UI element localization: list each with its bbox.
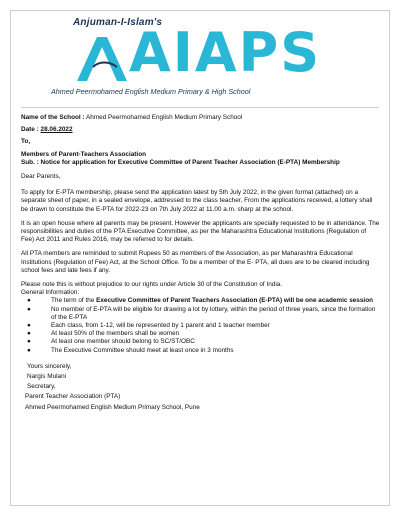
school-label: Name of the School :	[21, 114, 85, 121]
date-value: 28.06.2022	[40, 126, 73, 134]
list-item-text: The term of the	[51, 297, 97, 305]
date-line	[21, 126, 381, 134]
list-item	[21, 306, 381, 322]
list-item-text: Each class, from 1-12, will be represented by 1 parent and 1 teacher member	[51, 322, 270, 330]
logo-school-name: Ahmed Peermohamed English Medium Primary & High School	[51, 87, 251, 96]
bullet-icon: ●	[27, 330, 31, 338]
bullet-icon: ●	[27, 338, 31, 346]
school-line	[21, 114, 381, 122]
recipient-line: Members of Parent-Teachers Association	[21, 150, 147, 158]
signature-block	[21, 363, 381, 412]
date-label: Date :	[21, 126, 39, 134]
letter-body	[21, 114, 381, 414]
bullet-icon: ●	[27, 346, 31, 354]
paragraph-rights: Please note this is without prejudice to our rights under Article 30 of the Constitution of India.	[21, 281, 283, 289]
list-item-text: No member of E-PTA will be eligible for drawing a lot by lottery, within the period of three years, since the formation of the E-PTA	[51, 305, 376, 321]
bullet-icon: ●	[27, 322, 31, 330]
list-item	[21, 297, 381, 305]
subject-line: Sub. : Notice for application for Executive Committee of Parent Teacher Association (E-PTA) Membership	[21, 158, 340, 166]
list-item	[21, 338, 381, 346]
signatory-role: Secretary,	[27, 383, 56, 391]
letterhead	[11, 11, 389, 103]
signatory-school: Ahmed Peermohamed English Medium Primary School, Pune	[25, 403, 200, 411]
signatory-name: Nargis Mulani	[27, 373, 67, 381]
list-item	[21, 347, 381, 355]
list-item	[21, 322, 381, 330]
school-logo-icon	[73, 31, 133, 87]
list-item-text: The Executive Committee should meet at least once in 3 months	[51, 346, 234, 354]
bullet-icon: ●	[27, 297, 31, 305]
general-info-list	[21, 297, 381, 354]
logo-trust-name: Anjuman-I-Islam's	[73, 17, 163, 28]
header-divider	[21, 107, 379, 108]
list-item-text: At least 50% of the members shall be women	[51, 330, 180, 338]
salutation: Dear Parents,	[21, 173, 61, 181]
letter-page	[10, 10, 390, 506]
list-item-bold-text: Executive Committee of Parent Teachers Association (E-PTA) will be one academic session	[96, 297, 374, 305]
list-item	[21, 330, 381, 338]
closing: Yours sincerely,	[27, 362, 72, 370]
general-info-heading: General Information:	[21, 289, 80, 297]
paragraph-application: To apply for E-PTA membership, please send the application latest by 5th July 2022, in the given format (attached) on a separate sheet of paper, in a sealed envelope, addressed to the class teacher. From the applications received, a lottery shall be drawn to constitute the E-PTA for 2022-23 on 7th July 2022 at 11.00 a.m. sharp at the school.	[21, 189, 373, 213]
logo-wordmark: AIAPS	[129, 21, 322, 84]
paragraph-open-house: It is an open house where all parents may be present. However the applicants are specially requested to be in attendance. The responsibilities and duties of the PTA Executive Committee, as per the Maharashtra Educational Institutions (Regulation of Fee) Act 2011 and Rules 2016, may be referred to for details.	[21, 219, 380, 244]
bullet-icon: ●	[27, 305, 31, 313]
to-line: To,	[21, 138, 31, 146]
list-item-text: At least one member should belong to SC/ST/OBC	[51, 338, 195, 346]
paragraph-fees: All PTA members are reminded to submit Rupees 50 as members of the Association, as per Maharashtra Educational Institutions (Regulation of Fee) Act, at the School Office. To be a member of the E- PTA, all dues are to be cleared including school fees and late fees if any.	[21, 250, 370, 274]
signatory-org: Parent Teacher Association (PTA)	[25, 393, 121, 401]
school-name: Ahmed Peermohamed English Medium Primary School	[86, 114, 243, 121]
